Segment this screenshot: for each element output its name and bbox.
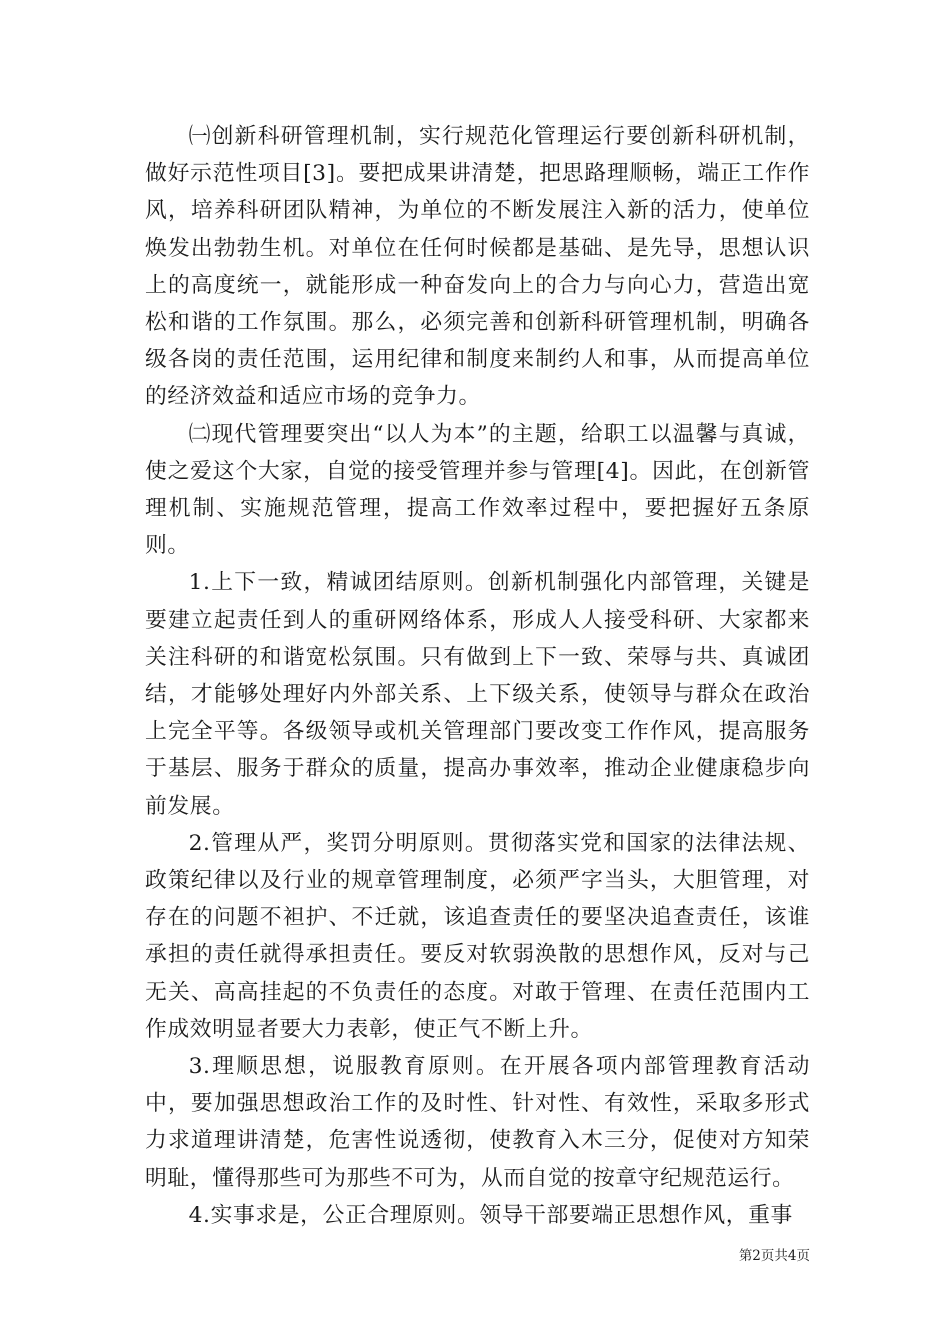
- paragraph-principle-strict-management: 2.管理从严，奖罚分明原则。贯彻落实党和国家的法律法规、政策纪律以及行业的规章管理制度，必须严字当头，大胆管理，对存在的问题不袒护、不迁就，该追查责任的要坚决追查责任，该谁承担的责任就得承担责任。要反对软弱涣散的思想作风，反对与己无关、高高挂起的不负责任的态度。对敢于管理、在责任范围内工作成效明显者要大力表彰，使正气不断上升。: [145, 830, 810, 1042]
- page-number-footer: 第2页共4页: [738, 1248, 810, 1264]
- document-body: [145, 118, 810, 1234]
- paragraph-principle-fairness: 4.实事求是，公正合理原则。领导干部要端正思想作风，重事: [188, 1202, 793, 1228]
- paragraph-principle-education: 3.理顺思想，说服教育原则。在开展各项内部管理教育活动中，要加强思想政治工作的及时性、针对性、有效性，采取多形式力求道理讲清楚，危害性说透彻，使教育入木三分，促使对方知荣明耻，懂得那些可为那些不可为，从而自觉的按章守纪规范运行。: [145, 1054, 810, 1191]
- paragraph-principle-unity: 1.上下一致，精诚团结原则。创新机制强化内部管理，关键是要建立起责任到人的重研网络体系，形成人人接受科研、大家都来关注科研的和谐宽松氛围。只有做到上下一致、荣辱与共、真诚团结，才能够处理好内外部关系、上下级关系，使领导与群众在政治上完全平等。各级领导或机关管理部门要改变工作作风，提高服务于基层、服务于群众的质量，提高办事效率，推动企业健康稳步向前发展。: [145, 570, 810, 819]
- paragraph-people-oriented: ㈡现代管理要突出“以人为本”的主题，给职工以温馨与真诚，使之爱这个大家，自觉的接受管理并参与管理[4]。因此，在创新管理机制、实施规范管理，提高工作效率过程中，要把握好五条原则。: [145, 421, 810, 559]
- paragraph-mechanism-innovation: ㈠创新科研管理机制，实行规范化管理运行要创新科研机制，做好示范性项目[3]。要把成果讲清楚，把思路理顺畅，端正工作作风，培养科研团队精神，为单位的不断发展注入新的活力，使单位焕发出勃勃生机。对单位在任何时候都是基础、是先导，思想认识上的高度统一，就能形成一种奋发向上的合力与向心力，营造出宽松和谐的工作氛围。那么，必须完善和创新科研管理机制，明确各级各岗的责任范围，运用纪律和制度来制约人和事，从而提高单位的经济效益和适应市场的竞争力。: [145, 124, 810, 410]
